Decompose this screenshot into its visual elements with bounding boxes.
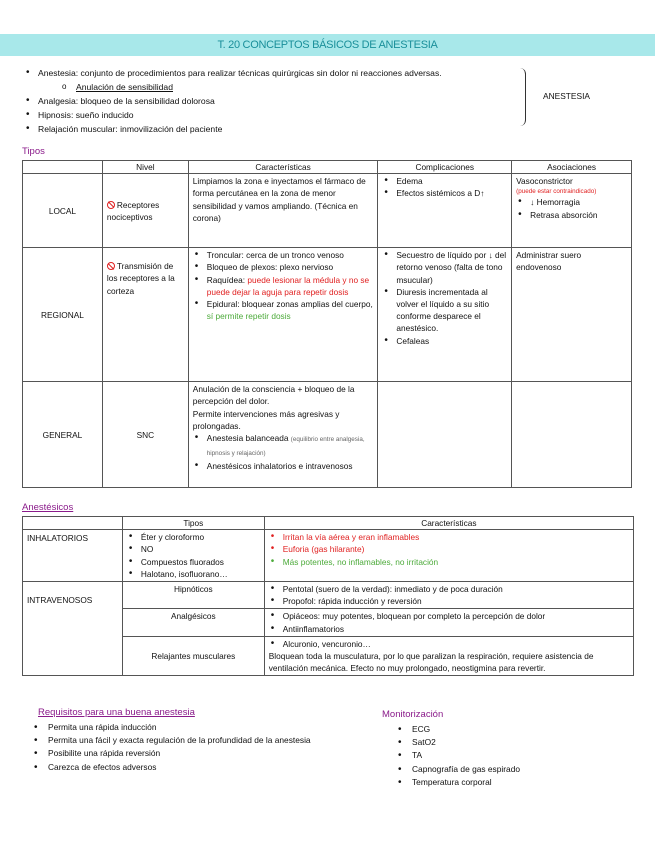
list-item: • Más potentes, no inflamables, no irritación	[283, 556, 629, 568]
nivel-cell: SNC	[102, 382, 188, 488]
column-header: Asociaciones	[512, 161, 632, 174]
subtype-cell: Analgésicos	[122, 609, 264, 636]
intro-subitem: o Anulación de sensibilidad	[38, 80, 522, 94]
list-item: • Éter y cloroformo	[141, 531, 260, 543]
prohibited-icon	[107, 201, 115, 209]
asociaciones-cell	[512, 382, 632, 488]
relajantes-text: Bloquean toda la musculatura, por lo que paralizan la respiración, requiere asistencia de ventilación mecánica. Efecto no muy prolongado, neostigmina para revertir.	[268, 651, 594, 674]
complicaciones-cell	[378, 248, 512, 382]
list-item: • Posibilite una rápida reversión	[48, 747, 380, 760]
asociaciones-cell	[512, 174, 632, 248]
caracteristicas-cell	[264, 582, 633, 609]
caracteristicas-cell: Limpiamos la zona e inyectamos el fármaco de forma percutánea en la zona de menor sensibilidad y vamos ampliando. (Técnica en corona)	[188, 174, 378, 248]
tipos-heading: Tipos	[22, 146, 45, 157]
list-item: • Anestésicos inhalatorios e intravenosos	[207, 460, 374, 472]
list-item: • Permita una rápida inducción	[48, 721, 380, 734]
complicaciones-cell	[378, 382, 512, 488]
intro-item: • Hipnosis: sueño inducido	[38, 108, 522, 122]
list-item: • Troncular: cerca de un tronco venoso	[207, 249, 374, 261]
list-item: • Euforia (gas hilarante)	[283, 543, 629, 555]
list-item: • Retrasa absorción	[530, 209, 627, 221]
asociaciones-title: Vasoconstrictor	[516, 176, 573, 187]
brace	[517, 68, 526, 126]
list-item: • Secuestro de líquido por ↓ del retorno venoso (falta de tono msucular)	[396, 249, 507, 286]
intro-item: • Relajación muscular: inmovilización del paciente	[38, 122, 522, 136]
page-title: T. 20 CONCEPTOS BÁSICOS DE ANESTESIA	[0, 34, 655, 56]
anestesicos-heading: Anestésicos	[22, 502, 74, 513]
subtype-cell: Hipnóticos	[122, 582, 264, 609]
tipos-table	[22, 160, 632, 488]
list-item: • Permita una fácil y exacta regulación de la profundidad de la anestesia	[48, 734, 380, 747]
caracteristicas-cell	[188, 382, 378, 488]
list-item: • Capnografía de gas espirado	[412, 763, 634, 776]
intro-item: • Analgesia: bloqueo de la sensibilidad dolorosa	[38, 94, 522, 108]
list-item: • Diuresis incrementada al volver el líquido a su sitio conforme desparece el anestésico.	[396, 286, 507, 335]
list-item: • NO	[141, 543, 260, 555]
requisitos-heading: Requisitos para una buena anestesia	[38, 707, 195, 718]
table-row-hipnoticos	[23, 582, 634, 609]
caracteristicas-cell	[188, 248, 378, 382]
row-label: GENERAL	[23, 382, 103, 488]
row-label: LOCAL	[23, 174, 103, 248]
list-item: • Cefaleas	[396, 335, 507, 347]
list-item: • Halotano, isofluorano…	[141, 568, 260, 580]
prohibited-icon	[107, 262, 115, 270]
column-header: Características	[264, 517, 633, 530]
monitorizacion-heading: Monitorización	[382, 709, 444, 720]
table-row-inhalatorios	[23, 530, 634, 582]
column-header: Tipos	[122, 517, 264, 530]
list-item: • Opiáceos: muy potentes, bloquean por completo la percepción de dolor	[283, 610, 629, 622]
table-row-local	[23, 174, 632, 248]
asociaciones-note: (puede estar contraindicado)	[516, 188, 597, 196]
list-item: • Irritan la vía aérea y eran inflamables	[283, 531, 629, 543]
general-line: Anulación de la consciencia + bloqueo de la percepción del dolor.	[192, 384, 355, 407]
column-header: Nivel	[102, 161, 188, 174]
table-row-regional	[23, 248, 632, 382]
list-item: • Anestesia balanceada (equilibrio entre analgesia, hipnosis y relajación)	[207, 432, 374, 460]
requisitos-list	[30, 721, 380, 774]
intro-list	[22, 66, 522, 136]
list-item: • Alcuronio, vencuronio…	[283, 638, 629, 650]
monitorizacion-list	[394, 723, 634, 789]
complicaciones-cell	[378, 174, 512, 248]
column-header: Características	[188, 161, 378, 174]
row-label: REGIONAL	[23, 248, 103, 382]
list-item: • ↓ Hemorragia	[530, 196, 627, 208]
tipos-cell	[122, 530, 264, 582]
table-header-row	[23, 517, 634, 530]
column-header: Complicaciones	[378, 161, 512, 174]
nivel-cell: Transmisión de los receptores a la corteza	[102, 248, 188, 382]
list-item: • ECG	[412, 723, 634, 736]
asociaciones-cell: Administrar suero endovenoso	[512, 248, 632, 382]
general-line: Permite intervenciones más agresivas y prolongadas.	[192, 408, 340, 431]
subtype-cell: Relajantes musculares	[122, 636, 264, 676]
caracteristicas-cell	[264, 636, 633, 676]
list-item: • Edema	[396, 175, 507, 187]
list-item: • Compuestos fluorados	[141, 556, 260, 568]
list-item: • Epidural: bloquear zonas amplias del cuerpo, sí permite repetir dosis	[207, 298, 374, 322]
list-item: • Pentotal (suero de la verdad): inmediato y de poca duración	[283, 583, 629, 595]
list-item: • Antiinflamatorios	[283, 623, 629, 635]
table-header-row	[23, 161, 632, 174]
list-item: • Efectos sistémicos a D↑	[396, 187, 507, 199]
list-item: • Temperatura corporal	[412, 776, 634, 789]
table-row-general	[23, 382, 632, 488]
row-label: INTRAVENOSOS	[23, 582, 123, 676]
list-item: • Raquídea: puede lesionar la médula y no se puede dejar la aguja para repetir dosis	[207, 274, 374, 298]
brace-label: ANESTESIA	[543, 91, 591, 101]
list-item: • TA	[412, 749, 634, 762]
caracteristicas-cell	[264, 609, 633, 636]
caracteristicas-cell	[264, 530, 633, 582]
list-item: • SatO2	[412, 736, 634, 749]
list-item: • Bloqueo de plexos: plexo nervioso	[207, 261, 374, 273]
list-item: • Carezca de efectos adversos	[48, 761, 380, 774]
intro-item: • Anestesia: conjunto de procedimientos para realizar técnicas quirúrgicas sin dolor ni reacciones adversas.	[38, 66, 522, 80]
nivel-cell: Receptores nociceptivos	[102, 174, 188, 248]
row-label: INHALATORIOS	[23, 530, 123, 582]
list-item: • Propofol: rápida inducción y reversión	[283, 595, 629, 607]
anestesicos-table	[22, 516, 634, 676]
